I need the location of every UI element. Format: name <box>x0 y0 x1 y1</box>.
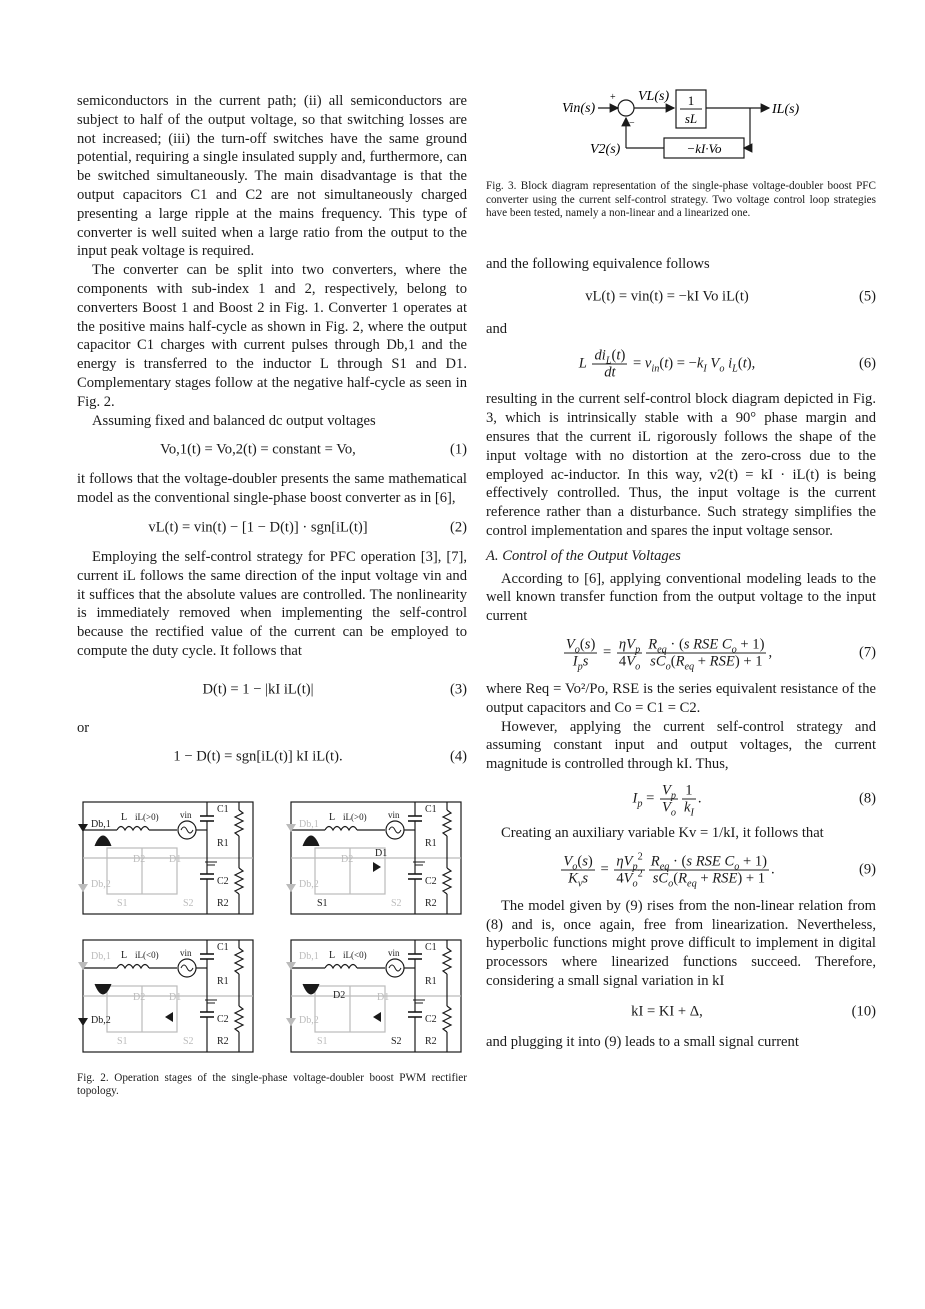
d1-label: D1 <box>375 847 388 859</box>
paragraph: resulting in the current self-control block diagram depicted in Fig. 3, which is intrinsically stable with a 90° phase margin and ensures that the current iL rigorously follows the shape of the input voltage with no distortion at the zero-cross due to the employed ac-inductor. In this way, v2(t) = kI · iL(t) is being effectively controlled. Thus, the input voltage is the current reference rather than a disturbance. Such strategy simplifies the control implementation and spares the input voltage sensor. <box>486 391 876 539</box>
s2-label: S2 <box>183 897 194 909</box>
equation-5: vL(t) = vin(t) = −kI Vo iL(t) (5) <box>585 288 876 305</box>
equation-1: Vo,1(t) = Vo,2(t) = constant = Vo, (1) <box>160 441 467 458</box>
c2-label: C2 <box>425 875 437 887</box>
db1-label: Db,1 <box>299 818 319 830</box>
db2-label: Db,2 <box>91 878 111 890</box>
equation-2: vL(t) = vin(t) − [1 − D(t)] · sgn[iL(t)] (2) <box>148 519 467 536</box>
r2-label: R2 <box>425 1035 437 1047</box>
r2-label: R2 <box>217 1035 229 1047</box>
il-label: IL(s) <box>772 102 800 117</box>
db1-label: Db,1 <box>299 950 319 962</box>
r1-label: R1 <box>425 975 437 987</box>
r1-label: R1 <box>425 837 437 849</box>
current-label: iL(>0) <box>343 811 367 822</box>
c1-label: C1 <box>425 803 437 815</box>
current-label: iL(<0) <box>343 949 367 960</box>
vin-label: vin <box>180 809 192 820</box>
equation-10: kI = KI + Δ, (10) <box>631 1003 876 1020</box>
figure-2-caption: Fig. 2. Operation stages of the single-phase voltage-doubler boost PWM rectifier topology. <box>77 1071 467 1098</box>
s1-label: S1 <box>117 897 128 909</box>
equation-7: $\frac{V_o(s)}{I_ps}$ = $\frac{\eta V_p}{4V_o}$ $\frac{R_{eq} \cdot (s RSE C_o + 1)}{sC_o(R_{eq} + RSE) + 1}$ , (7) <box>565 636 876 673</box>
minus-sign: − <box>629 118 635 129</box>
inductor-label: L <box>329 811 336 823</box>
s1-label: S1 <box>317 897 328 909</box>
paragraph: where Req = Vo²/Po, RSE is the series equivalent resistance of the output capacitors and Co = C1 = C2. <box>486 680 876 716</box>
c2-label: C2 <box>425 1013 437 1025</box>
s1-label: S1 <box>317 1035 328 1047</box>
db2-label: Db,2 <box>299 878 319 890</box>
vin-label: vin <box>388 947 400 958</box>
paragraph: and <box>486 320 508 337</box>
paragraph: and the following equivalence follows <box>486 255 710 272</box>
equation-8: $I_p$ = $\frac{V_p}{V_o}$ $\frac{1}{k_I}$ . (8) <box>632 782 876 819</box>
db2-label: Db,2 <box>91 1014 111 1026</box>
s1-label: S1 <box>117 1035 128 1047</box>
figure-2-circuits <box>77 796 467 1058</box>
paragraph: According to [6], applying conventional modeling leads to the well known transfer function from the output voltage to the input current <box>486 570 876 625</box>
r2-label: R2 <box>425 897 437 909</box>
svg-text:1: 1 <box>687 93 695 108</box>
d2-label: D2 <box>341 853 354 865</box>
equation-6: L $\frac{di_L(t)}{dt}$ = $v_{in}(t) = -k_I$ $V_o$ $i_L(t)$, (6) <box>578 347 876 381</box>
db2-label: Db,2 <box>299 1014 319 1026</box>
paragraph: The converter can be split into two converters, where the components with sub-index 1 and 2, respectively, belong to converters Boost 1 and Boost 2 in Fig. 1. Converter 1 operates at the positive mains half-cycle as shown in Fig. 2, where the output capacitor C1 charges with current pulses through Db,1 and the energy is transferred to the inductor L through S1 and D1. Complementary stages follow at the negative half-cycle as seen in Fig. 2. <box>77 262 467 410</box>
paragraph: Assuming fixed and balanced dc output voltages <box>92 412 376 429</box>
inductor-label: L <box>121 949 128 961</box>
d1-label: D1 <box>169 991 182 1003</box>
plus-sign: + <box>610 92 616 103</box>
vin-label: Vin(s) <box>562 101 596 116</box>
inductor-label: L <box>329 949 336 961</box>
d1-label: D1 <box>377 991 390 1003</box>
inductor-label: L <box>121 811 128 823</box>
current-label: iL(<0) <box>135 949 159 960</box>
svg-text:−kI·Vo: −kI·Vo <box>686 141 722 156</box>
db1-label: Db,1 <box>91 950 111 962</box>
c1-label: C1 <box>217 803 229 815</box>
right-column <box>486 89 876 1052</box>
subsection-heading: A. Control of the Output Voltages <box>486 547 681 564</box>
r2-label: R2 <box>217 897 229 909</box>
current-label: iL(>0) <box>135 811 159 822</box>
paragraph: The model given by (9) rises from the non-linear relation from (8) and is, once again, free from linearization. Nevertheless, hyperbolic functions might prove difficult to implement in digital processors where linearized functions succeed. Therefore, considering a small signal variation in kI <box>486 897 876 989</box>
c1-label: C1 <box>217 941 229 953</box>
paragraph: it follows that the voltage-doubler presents the same mathematical model as the conventional single-phase boost converter as in [6], <box>77 471 467 507</box>
summing-junction <box>618 100 634 116</box>
d1-label: D1 <box>169 853 182 865</box>
d2-label: D2 <box>133 853 146 865</box>
c1-label: C1 <box>425 941 437 953</box>
d2-label: D2 <box>133 991 146 1003</box>
paragraph: or <box>77 719 90 736</box>
svg-text:sL: sL <box>684 111 698 126</box>
c2-label: C2 <box>217 875 229 887</box>
left-column <box>77 92 467 1099</box>
s2-label: S2 <box>391 1035 402 1047</box>
s2-label: S2 <box>391 897 402 909</box>
figure-3-block-diagram <box>486 88 876 166</box>
paragraph: Employing the self-control strategy for PFC operation [3], [7], current iL follows the same direction of the input voltage vin and it suffices that the absolute values are controlled. The nonlinearity is immediately removed when implementing the self-control because the rectified value of the current can be employed to compute the duty cycle. It follows that <box>77 548 467 659</box>
paragraph: and plugging it into (9) leads to a small signal current <box>486 1033 799 1050</box>
figure-3-caption: Fig. 3. Block diagram representation of the single-phase voltage-doubler boost PFC converter using the current self-control strategy. Two voltage control loop strategies have been tested, namely a non-linear and a linearized one. <box>486 180 876 220</box>
paragraph: However, applying the current self-control strategy and assuming constant input and output voltages, the current magnitude is controlled through kI. Thus, <box>486 718 876 773</box>
equation-4: 1 − D(t) = sgn[iL(t)] kI iL(t). (4) <box>173 748 467 765</box>
vin-label: vin <box>388 809 400 820</box>
c2-label: C2 <box>217 1013 229 1025</box>
s2-label: S2 <box>183 1035 194 1047</box>
equation-9: $\frac{V_o(s)}{K_vs}$ = $\frac{\eta V_p^2}{4V_o^2}$ $\frac{R_{eq} \cdot (s RSE C_o + 1)}{sC_o(R_{eq} + RSE) + 1}$ . (9) <box>563 851 876 890</box>
vin-label: vin <box>180 947 192 958</box>
paragraph: Creating an auxiliary variable Kv = 1/kI, it follows that <box>501 824 824 841</box>
db1-label: Db,1 <box>91 818 111 830</box>
r1-label: R1 <box>217 975 229 987</box>
r1-label: R1 <box>217 837 229 849</box>
vl-label: VL(s) <box>638 89 670 104</box>
v2-label: V2(s) <box>590 142 621 157</box>
paragraph: semiconductors in the current path; (ii) all semiconductors are subject to half of the output voltage, so that switching losses are not increased; (iii) the turn-off switches have the same ground potential, requiring a single insulated supply and, furthermore, can be switched simultaneously. The main disadvantage is that the output capacitors C1 and C2 are not simultaneously charged presenting a large ripple at the mains frequency. This type of converter is well suited when a large ratio from the output to the input peak voltage is required. <box>77 93 467 260</box>
equation-3: D(t) = 1 − |kI iL(t)| (3) <box>202 681 467 698</box>
d2-label: D2 <box>333 989 346 1001</box>
